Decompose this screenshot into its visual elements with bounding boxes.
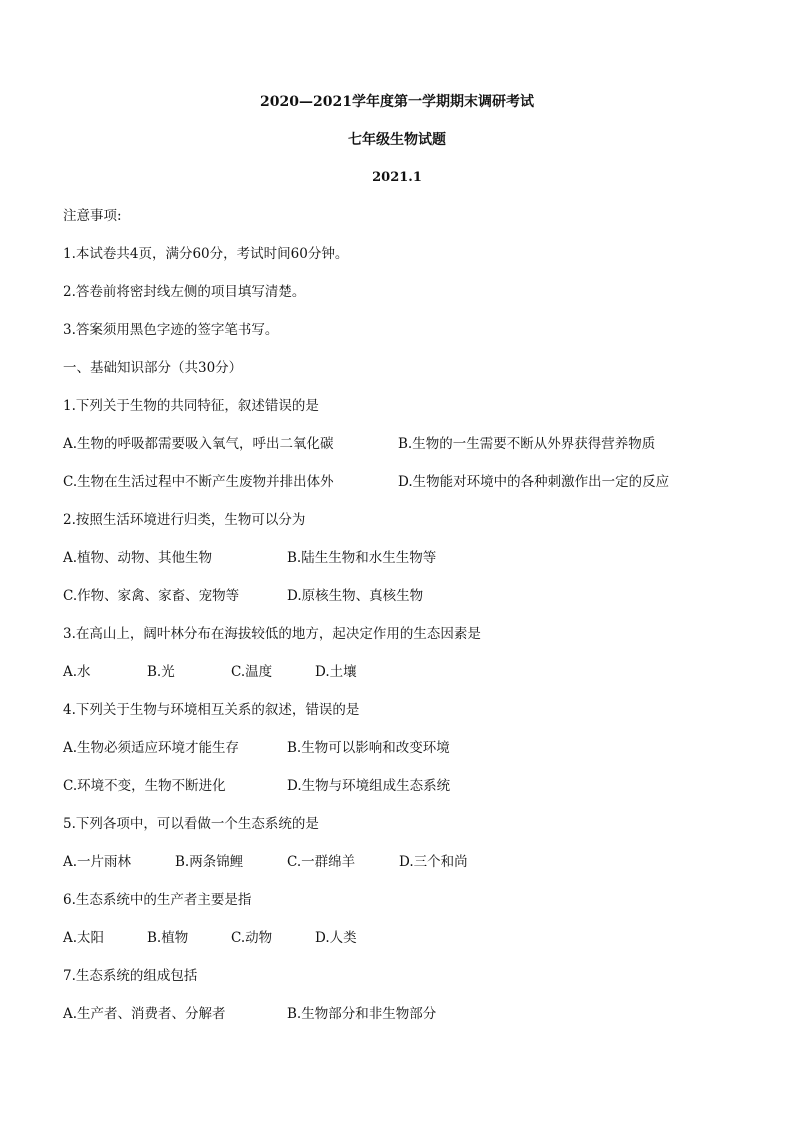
- option-d: D.人类: [315, 930, 357, 946]
- question-stem: 2.按照生活环境进行归类，生物可以分为: [63, 512, 306, 528]
- option-c: C.生物在生活过程中不断产生废物并排出体外: [63, 474, 334, 490]
- question-stem: 6.生态系统中的生产者主要是指: [63, 892, 252, 908]
- section-heading: 一、基础知识部分（共30分）: [63, 360, 243, 376]
- option-b: B.陆生生物和水生生物等: [287, 550, 437, 566]
- option-b: B.生物部分和非生物部分: [287, 1006, 437, 1022]
- option-b: B.生物的一生需要不断从外界获得营养物质: [398, 436, 656, 452]
- option-a: A.生物必须适应环境才能生存: [63, 740, 240, 756]
- note-item: 1.本试卷共4页，满分60分，考试时间60分钟。: [63, 246, 349, 262]
- note-item: 3.答案须用黑色字迹的签字笔书写。: [63, 322, 279, 338]
- option-a: A.一片雨林: [63, 854, 132, 870]
- question-stem: 1.下列关于生物的共同特征，叙述错误的是: [63, 398, 319, 414]
- option-c: C.动物: [231, 930, 273, 946]
- option-d: D.生物与环境组成生态系统: [287, 778, 451, 794]
- option-d: D.土壤: [315, 664, 357, 680]
- exam-date: 2021.1: [372, 170, 422, 185]
- question-stem: 4.下列关于生物与环境相互关系的叙述，错误的是: [63, 702, 360, 718]
- option-c: C.环境不变，生物不断进化: [63, 778, 226, 794]
- option-c: C.一群绵羊: [287, 854, 356, 870]
- note-item: 2.答卷前将密封线左侧的项目填写清楚。: [63, 284, 306, 300]
- option-b: B.植物: [147, 930, 189, 946]
- exam-title: 2020—2021学年度第一学期期末调研考试: [260, 94, 534, 110]
- option-d: D.生物能对环境中的各种刺激作出一定的反应: [398, 474, 670, 490]
- option-d: D.三个和尚: [399, 854, 468, 870]
- option-b: B.两条锦鲤: [175, 854, 244, 870]
- option-b: B.生物可以影响和改变环境: [287, 740, 450, 756]
- option-c: C.作物、家禽、家畜、宠物等: [63, 588, 240, 604]
- option-c: C.温度: [231, 664, 273, 680]
- option-a: A.生物的呼吸都需要吸入氧气，呼出二氧化碳: [63, 436, 334, 452]
- option-d: D.原核生物、真核生物: [287, 588, 424, 604]
- option-a: A.植物、动物、其他生物: [63, 550, 213, 566]
- option-a: A.水: [63, 664, 91, 680]
- option-a: A.太阳: [63, 930, 105, 946]
- notes-heading: 注意事项:: [63, 208, 122, 224]
- question-stem: 7.生态系统的组成包括: [63, 968, 198, 984]
- option-b: B.光: [147, 664, 175, 680]
- question-stem: 3.在高山上，阔叶林分布在海拔较低的地方，起决定作用的生态因素是: [63, 626, 481, 642]
- option-a: A.生产者、消费者、分解者: [63, 1006, 226, 1022]
- subject-title: 七年级生物试题: [348, 132, 446, 148]
- question-stem: 5.下列各项中，可以看做一个生态系统的是: [63, 816, 319, 832]
